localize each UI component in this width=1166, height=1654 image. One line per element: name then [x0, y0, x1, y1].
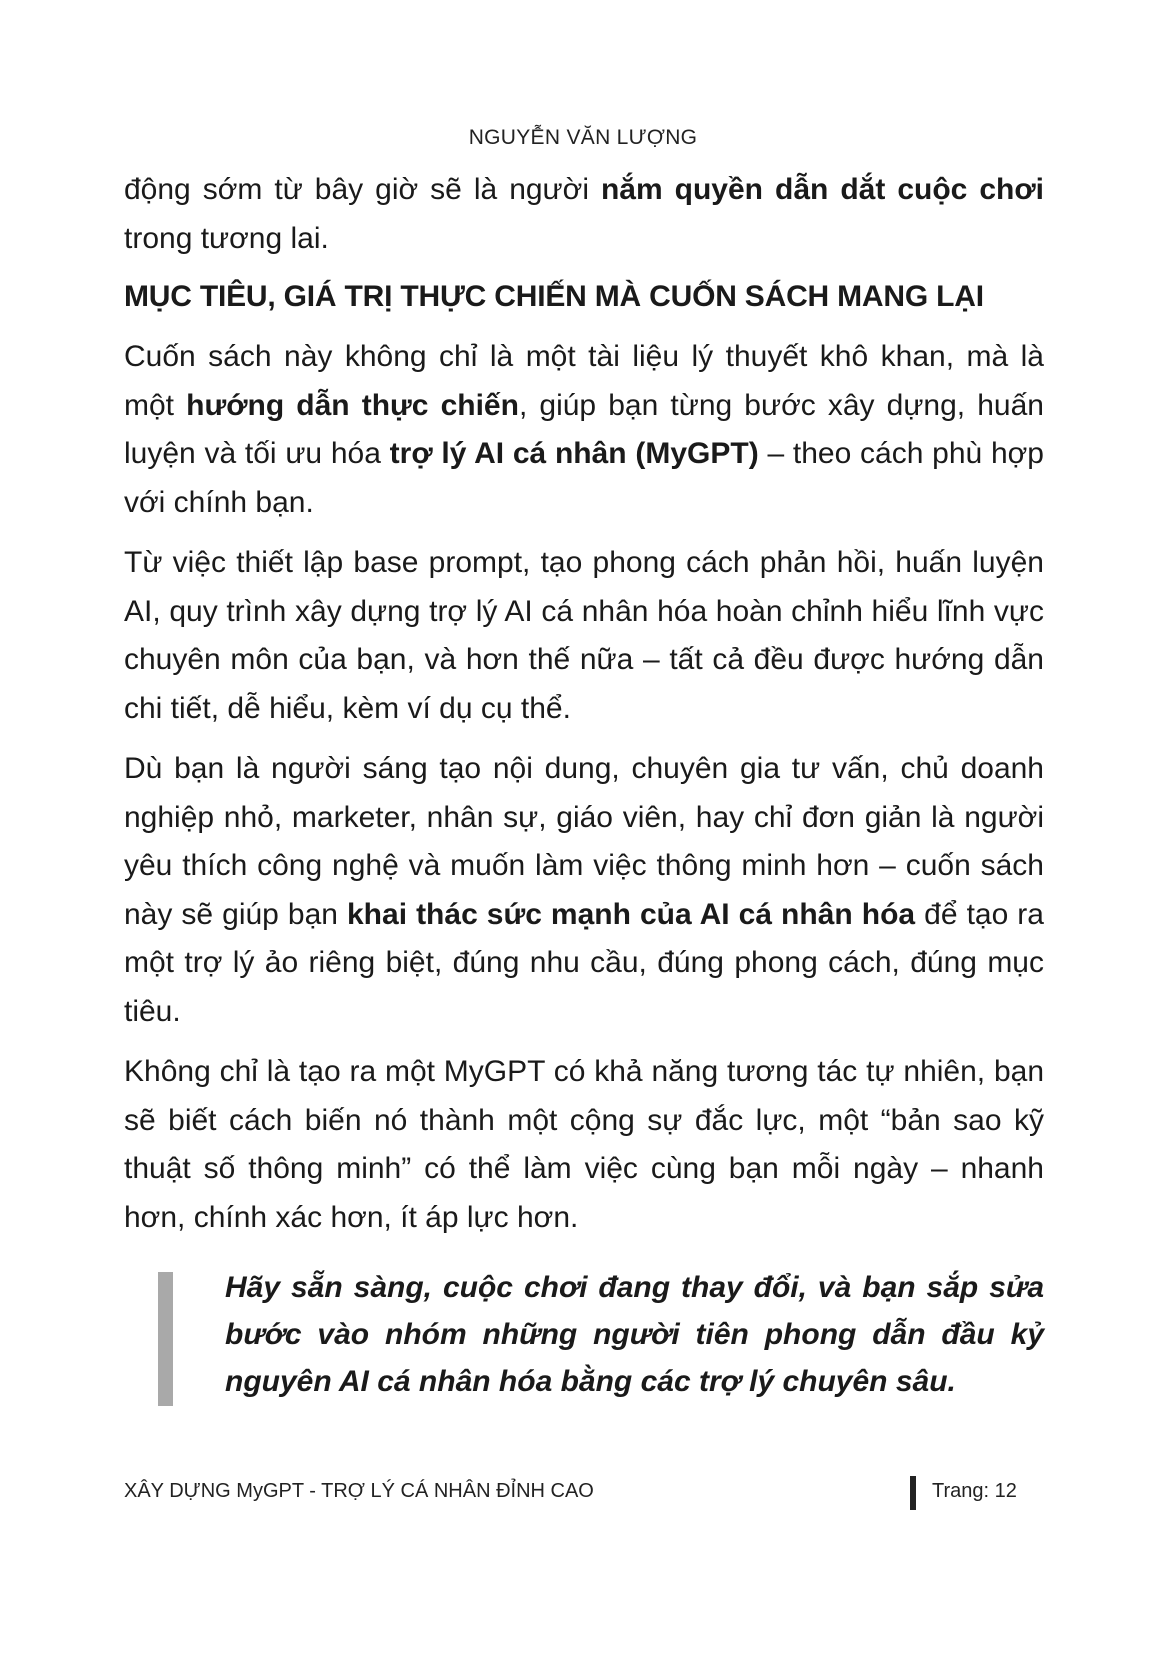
page-number: Trang: 12	[932, 1480, 1017, 1502]
paragraph-text: – theo cách phù hợp với chính bạn.	[124, 437, 1044, 519]
paragraph-content-scope: Từ việc thiết lập base prompt, tạo phong cách phản hồi, huấn luyện AI, quy trình xây dựng trợ lý AI cá nhân hóa hoàn chỉnh hiểu lĩnh vực chuyên môn của bạn, và hơn thế nữa – tất cả đều được hướng dẫn chi tiết, dễ hiểu, kèm ví dụ cụ thể.	[124, 546, 1044, 725]
pull-quote	[124, 1264, 1044, 1405]
paragraph-text: để tạo ra một trợ lý ảo riêng biệt, đúng nhu cầu, đúng phong cách, đúng mục tiêu.	[124, 897, 1044, 1028]
bold-phrase: nắm quyền dẫn dắt cuộc chơi	[600, 173, 1045, 206]
running-head-author: NGUYỄN VĂN LƯỢNG	[468, 126, 698, 149]
paragraph-text: Dù bạn là người sáng tạo nội dung, chuyên gia tư vấn, chủ doanh nghiệp nhỏ, marketer, nhân sự, giáo viên, hay chỉ đơn giản là người yêu thích công nghệ và muốn làm việc thông minh hơn – cuốn sách này sẽ giúp bạn	[124, 752, 1044, 931]
bold-phrase: hướng dẫn thực chiến	[186, 388, 519, 422]
section-heading: MỤC TIÊU, GIÁ TRỊ THỰC CHIẾN MÀ CUỐN SÁCH MANG LẠI	[124, 280, 984, 313]
quote-text: Hãy sẵn sàng, cuộc chơi đang thay đổi, và bạn sắp sửa bước vào nhóm những người tiên phong dẫn đầu kỷ nguyên AI cá nhân hóa bằng các trợ lý chuyên sâu.	[225, 1271, 1044, 1398]
footer-divider	[910, 1476, 916, 1510]
page-content	[124, 166, 1044, 1405]
paragraph-intro-continued	[124, 166, 1044, 263]
page-footer	[124, 1476, 1024, 1510]
paragraph-benefits: Không chỉ là tạo ra một MyGPT có khả năng tương tác tự nhiên, bạn sẽ biết cách biến nó thành một cộng sự đắc lực, một “bản sao kỹ thuật số thông minh” có thể làm việc cùng bạn mỗi ngày – nhanh hơn, chính xác hơn, ít áp lực hơn.	[124, 1055, 1044, 1234]
paragraph-text: , giúp bạn từng bước xây dựng, huấn luyện và tối ưu hóa	[124, 388, 1044, 470]
paragraph-text: động sớm từ bây giờ sẽ là người	[124, 173, 601, 206]
footer-book-title: XÂY DỰNG MyGPT - TRỢ LÝ CÁ NHÂN ĐỈNH CAO	[124, 1480, 594, 1502]
paragraph-book-purpose	[124, 333, 1044, 527]
bold-phrase: khai thác sức mạnh của AI cá nhân hóa	[347, 897, 916, 931]
quote-bar	[158, 1272, 173, 1406]
paragraph-text: Cuốn sách này không chỉ là một tài liệu lý thuyết khô khan, mà là một	[124, 340, 1044, 422]
paragraph-audience	[124, 745, 1044, 1036]
paragraph-text: trong tương lai.	[124, 221, 329, 255]
bold-phrase: trợ lý AI cá nhân (MyGPT)	[389, 437, 759, 470]
